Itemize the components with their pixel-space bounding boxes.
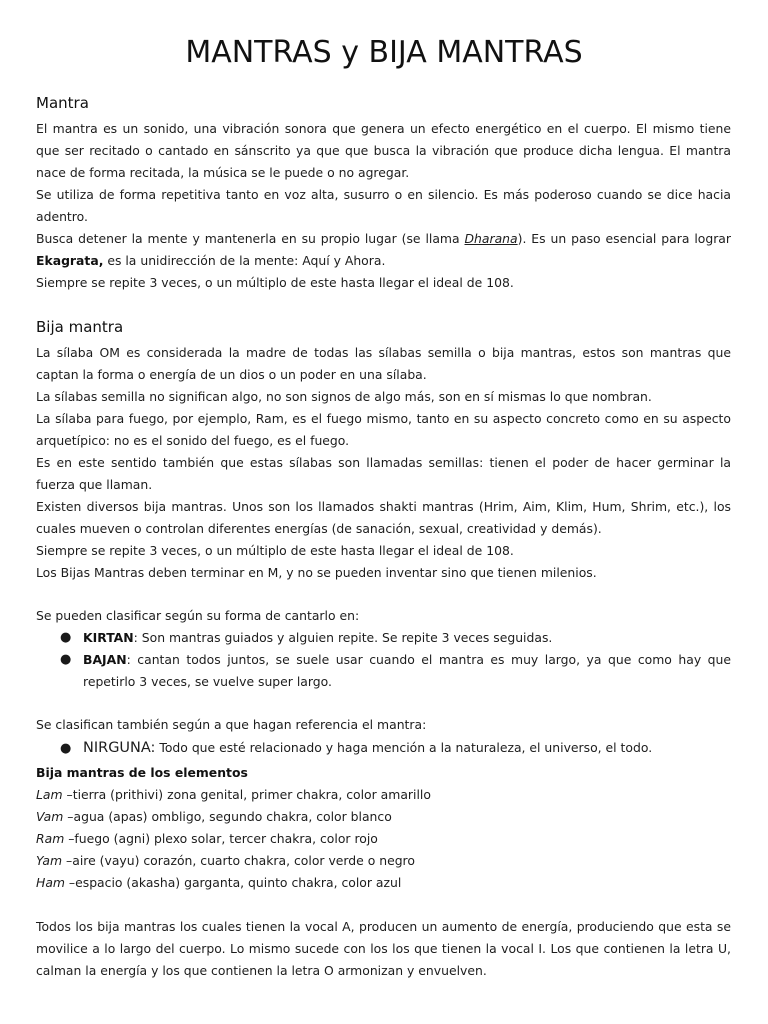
list-item-nirguna [83, 737, 731, 759]
element-row-ram [36, 828, 731, 850]
syllable-yam: Yam [36, 853, 63, 868]
ekagrata-term: Ekagrata, [36, 253, 104, 268]
bija-paragraph-4: Es en este sentido también que estas sílabas son llamadas semillas: tienen el poder de hacer germinar la fuerza que llaman. [36, 455, 731, 492]
dharana-term: Dharana [464, 231, 518, 246]
list-item-bajan [83, 649, 731, 693]
bija-paragraph-6: Siempre se repite 3 veces, o un múltiplo de este hasta llegar el ideal de 108. [36, 543, 514, 558]
syllable-lam: Lam [36, 787, 63, 802]
list-item-kirtan [83, 627, 731, 649]
bija-paragraph-3: La sílaba para fuego, por ejemplo, Ram, es el fuego mismo, tanto en su aspecto concreto como en su aspecto arquetípico: no es el sonido del fuego, es el fuego. [36, 411, 731, 448]
elements-heading-text: Bija mantras de los elementos [36, 765, 248, 780]
mantra-p3-part-a: Busca detener la mente y mantenerla en su propio lugar (se llama [36, 231, 465, 246]
mantra-paragraph-4: Siempre se repite 3 veces, o un múltiplo de este hasta llegar el ideal de 108. [36, 275, 514, 290]
bullet-kirtan: ● [60, 630, 72, 645]
mantra-paragraph-1: El mantra es un sonido, una vibración sonora que genera un efecto energético en el cuerpo. El mismo tiene que ser recitado o cantado en sánscrito ya que que busca la vibración que produce dicha lengua. El mantra nace de forma recitada, la música se le puede o no agregar. [36, 121, 731, 180]
classify-intro-2: Se clasifican también según a que hagan referencia el mantra: [36, 717, 427, 732]
kirtan-text: : Son mantras guiados y alguien repite. Se repite 3 veces seguidas. [133, 630, 553, 645]
classify-intro: Se pueden clasificar según su forma de cantarlo en: [36, 608, 360, 623]
syllable-vam: Vam [36, 809, 64, 824]
page-title: MANTRAS y BIJA MANTRAS [185, 35, 583, 70]
nirguna-text: Todo que esté relacionado y haga mención a la naturaleza, el universo, el todo. [155, 740, 653, 755]
elements-heading [36, 762, 731, 784]
element-row-vam [36, 806, 731, 828]
mantra-paragraph-3 [36, 228, 731, 272]
bija-paragraph-7: Los Bijas Mantras deben terminar en M, y no se pueden inventar sino que tienen milenios. [36, 565, 597, 580]
element-text-lam: –tierra (prithivi) zona genital, primer chakra, color amarillo [62, 787, 431, 802]
bullet-nirguna: ● [60, 741, 72, 756]
element-text-ham: –espacio (akasha) garganta, quinto chakra, color azul [64, 875, 402, 890]
element-row-yam [36, 850, 731, 872]
mantra-p3-part-c: es la unidirección de la mente: Aquí y Ahora. [103, 253, 386, 268]
mantra-p3-part-b: ). Es un paso esencial para lograr [517, 231, 731, 246]
closing-paragraph: Todos los bija mantras los cuales tienen la vocal A, producen un aumento de energía, produciendo que esta se movilice a lo largo del cuerpo. Lo mismo sucede con los los que tienen la vocal I. Los que contienen la letra U, calman la energía y los que contienen la letra O armonizan y envuelven. [36, 919, 731, 978]
syllable-ram: Ram [36, 831, 65, 846]
bija-paragraph-1: La sílaba OM es considerada la madre de todas las sílabas semilla o bija mantras, estos son mantras que captan la forma o energía de un dios o un poder en una sílaba. [36, 345, 731, 382]
element-row-ham [36, 872, 731, 894]
syllable-ham: Ham [36, 875, 65, 890]
kirtan-term: KIRTAN [83, 630, 134, 645]
bajan-text: : cantan todos juntos, se suele usar cuando el mantra es muy largo, ya que como hay que repetirlo 3 veces, se vuelve super largo. [83, 652, 731, 689]
bija-paragraph-5: Existen diversos bija mantras. Unos son los llamados shakti mantras (Hrim, Aim, Klim, Hum, Shrim, etc.), los cuales mueven o controlan diferentes energías (de sanación, sexual, creatividad y demás). [36, 499, 731, 536]
element-text-vam: –agua (apas) ombligo, segundo chakra, color blanco [63, 809, 392, 824]
bajan-term: BAJAN [83, 652, 127, 667]
bija-paragraph-2: La sílabas semilla no significan algo, no son signos de algo más, son en sí mismas lo que nombran. [36, 389, 652, 404]
bullet-bajan: ● [60, 652, 72, 667]
section-heading-mantra: Mantra [36, 94, 89, 112]
nirguna-term: NIRGUNA: [83, 740, 156, 756]
section-heading-bija-mantra: Bija mantra [36, 318, 124, 336]
mantra-paragraph-2: Se utiliza de forma repetitiva tanto en voz alta, susurro o en silencio. Es más poderoso cuando se dice hacia adentro. [36, 187, 731, 224]
element-text-yam: –aire (vayu) corazón, cuarto chakra, color verde o negro [62, 853, 415, 868]
element-row-lam [36, 784, 731, 806]
element-text-ram: –fuego (agni) plexo solar, tercer chakra, color rojo [64, 831, 378, 846]
